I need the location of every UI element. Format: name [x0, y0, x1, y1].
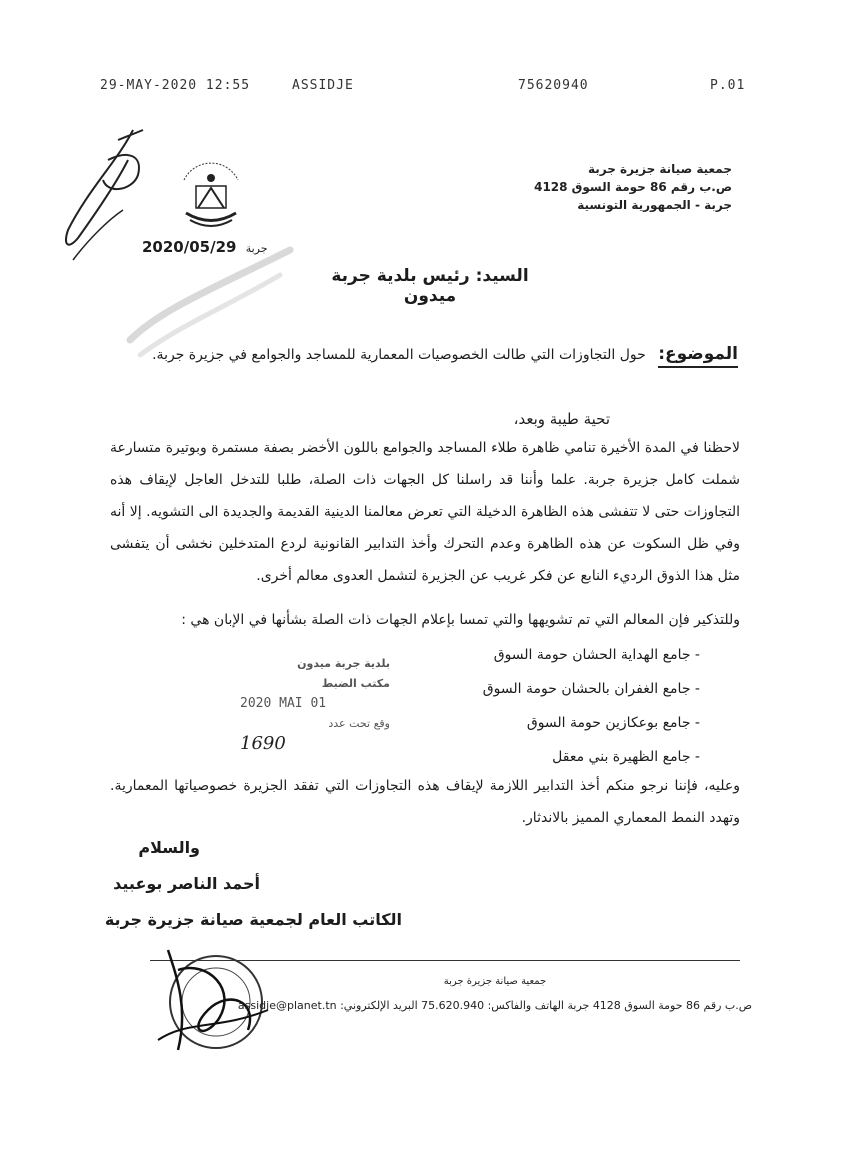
stamp-registration-number: 1690	[240, 733, 286, 754]
letterhead-address: ص.ب رقم 86 حومة السوق 4128	[534, 180, 732, 194]
signatory-name: أحمد الناصر بوعبيد	[113, 874, 260, 893]
association-logo-icon	[176, 158, 246, 238]
footer-org-name: جمعية صيانة جزيرة جربة	[443, 976, 547, 987]
footer	[215, 970, 775, 1018]
fax-number: 75620940	[518, 78, 589, 93]
stamp-office: مكتب الضبط	[321, 677, 390, 690]
closing-salutation: والسلام	[138, 838, 200, 857]
date-city: جربة	[245, 242, 268, 255]
subject-line	[118, 344, 738, 364]
fax-page: P.01	[710, 78, 746, 93]
stamp-registered-label: وقع تحت عدد	[328, 717, 390, 730]
list-item: - جامع الهداية الحشان حومة السوق	[400, 638, 700, 672]
list-item: - جامع بوعكازين حومة السوق	[400, 706, 700, 740]
signatory-title: الكاتب العام لجمعية صيانة جزيرة جربة	[104, 910, 402, 929]
fax-date-time: 29-MAY-2020 12:55	[100, 78, 251, 93]
body-paragraph-2: وللتذكير فإن المعالم التي تم تشويهها والتي تمسا بإعلام الجهات ذات الصلة بشأنها في الإبان هي :	[181, 612, 740, 628]
greeting: تحية طيبة وبعد،	[513, 410, 610, 428]
body-paragraph-3: وعليه، فإننا نرجو منكم أخذ التدابير اللازمة لإيقاف هذه التجاوزات التي تفقد الجزيرة خصوصياتها المعمارية. وتهدد النمط المعماري المميز بالاندثار.	[110, 778, 740, 826]
letterhead-country: جربة - الجمهورية التونسية	[577, 198, 732, 212]
letterhead-org-name: جمعية صيانة جزيرة جربة	[587, 162, 732, 176]
list-item: - جامع الغفران بالحشان حومة السوق	[400, 672, 700, 706]
fax-sender: ASSIDJE	[292, 78, 354, 93]
stamp-date: 2020 MAI 01	[240, 696, 327, 711]
footer-contact: ص.ب رقم 86 حومة السوق 4128 جربة الهاتف والفاكس: 75.620.940 البريد الإلكتروني: assidje@planet.tn	[237, 999, 753, 1012]
subject-text: حول التجاوزات التي طالت الخصوصيات المعمارية للمساجد والجوامع في جزيرة جربة.	[152, 347, 646, 363]
registry-stamp	[240, 654, 390, 754]
body-paragraph-1: لاحظنا في المدة الأخيرة تنامي ظاهرة طلاء المساجد والجوامع باللون الأخضر بصفة مستمرة وبوتيرة متسارعة شملت كامل جزيرة جربة. علما وأننا قد راسلنا كل الجهات ذات الصلة، طلبا للتدخل العاجل لإيقاف هذه التجاوزات حتى لا تتفشى هذه الظاهرة الدخيلة التي تعرض معالمنا الدينية القديمة والجديدة الى التشويه. إلا أنه وفي ظل السكوت عن هذه الظاهرة وعدم التحرك وأخذ التدابير القانونية لردع المتدخلين نخشى أن يتفشى مثل هذا الذوق الرديء النابع عن فكر غريب عن الجزيرة لتشمل العدوى معالم أخرى.	[110, 440, 740, 584]
list-item: - جامع الظهيرة بني معقل	[400, 740, 700, 774]
mosque-list	[400, 638, 700, 774]
date-value: 2020/05/29	[142, 238, 237, 256]
letterhead	[452, 160, 732, 214]
stamp-municipality: بلدية جربة ميدون	[297, 657, 390, 670]
subject-label: الموضوع:	[658, 344, 738, 368]
faint-stamp-mark	[120, 230, 300, 360]
recipient: السيد: رئيس بلدية جربة ميدون	[331, 266, 529, 306]
